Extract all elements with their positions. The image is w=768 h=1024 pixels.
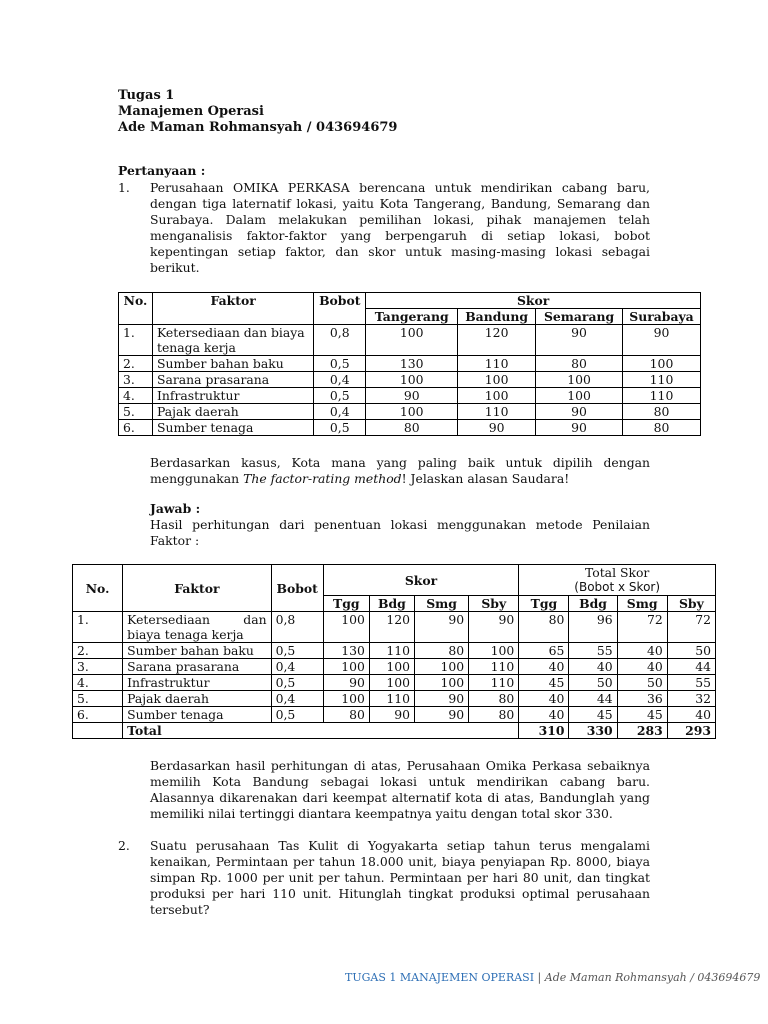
t2-cell-score: 120 xyxy=(369,612,414,643)
t1-cell-no: 3. xyxy=(119,372,153,388)
t2-cell-total: 50 xyxy=(617,675,667,691)
table-row xyxy=(119,325,701,356)
t2-cell-score: 110 xyxy=(369,643,414,659)
t1-cell-faktor: Sumber bahan baku xyxy=(152,356,313,372)
t1-cell-no: 2. xyxy=(119,356,153,372)
factor-table-1 xyxy=(118,292,701,436)
t1-cell-score: 110 xyxy=(458,404,536,420)
footer-separator: | xyxy=(534,971,545,984)
t2-faktor-word: dan xyxy=(243,612,267,627)
table-row xyxy=(73,707,716,723)
t2-cell-score: 90 xyxy=(469,612,519,643)
student-name: Ade Maman Rohmansyah / 043694679 xyxy=(118,120,398,135)
t1-cell-score: 90 xyxy=(536,325,623,356)
t2-header-total-title: Total Skor xyxy=(584,565,650,580)
table-row xyxy=(73,612,716,643)
table-row xyxy=(119,420,701,436)
t2-cell-bobot: 0,5 xyxy=(271,707,323,723)
t2-cell-total: 40 xyxy=(519,707,569,723)
t2-cell-total: 40 xyxy=(519,691,569,707)
table-row xyxy=(73,659,716,675)
q1-task-part2: ! Jelaskan alasan Saudara! xyxy=(401,471,570,486)
q1-task-method: The factor-rating method xyxy=(243,471,402,486)
t2-cell-score: 90 xyxy=(323,675,369,691)
t2-total-empty xyxy=(73,723,123,739)
t2-cell-total: 72 xyxy=(667,612,715,643)
t1-header-bobot: Bobot xyxy=(314,293,366,325)
t2-header-total-sub: (Bobot x Skor) xyxy=(574,580,661,594)
t2-header-faktor: Faktor xyxy=(123,565,271,612)
t2-cell-faktor: Sumber tenaga xyxy=(123,707,271,723)
t2-cell-total: 40 xyxy=(617,643,667,659)
t2-cell-total: 96 xyxy=(569,612,617,643)
t2-cell-score: 80 xyxy=(415,643,469,659)
t2-cell-total: 55 xyxy=(667,675,715,691)
t1-cell-bobot: 0,5 xyxy=(314,420,366,436)
t2-cell-total: 45 xyxy=(569,707,617,723)
t2-cell-score: 110 xyxy=(369,691,414,707)
t1-header-faktor: Faktor xyxy=(152,293,313,325)
footer-author: Ade Maman Rohmansyah / 043694679 xyxy=(544,971,761,984)
t1-cell-score: 120 xyxy=(458,325,536,356)
t2-cell-score: 100 xyxy=(369,659,414,675)
t2-cell-score: 100 xyxy=(323,691,369,707)
t2-cell-score: 80 xyxy=(469,691,519,707)
t1-cell-no: 6. xyxy=(119,420,153,436)
t1-cell-score: 110 xyxy=(623,388,701,404)
t1-cell-bobot: 0,4 xyxy=(314,372,366,388)
t1-cell-score: 100 xyxy=(458,372,536,388)
t1-cell-faktor: Sarana prasarana xyxy=(152,372,313,388)
table-row xyxy=(73,691,716,707)
t2-cell-bobot: 0,8 xyxy=(271,612,323,643)
t1-header-city: Semarang xyxy=(536,309,623,325)
t2-cell-faktor: Infrastruktur xyxy=(123,675,271,691)
t2-cell-total: 44 xyxy=(667,659,715,675)
t1-cell-score: 90 xyxy=(458,420,536,436)
t2-header-bobot: Bobot xyxy=(271,565,323,612)
t2-header-city: Smg xyxy=(415,596,469,612)
t1-cell-score: 90 xyxy=(623,325,701,356)
t1-cell-score: 80 xyxy=(366,420,458,436)
t2-cell-score: 100 xyxy=(323,612,369,643)
t1-cell-score: 80 xyxy=(623,404,701,420)
answer-intro: Hasil perhitungan dari penentuan lokasi menggunakan metode Penilaian Faktor : xyxy=(150,517,650,548)
factor-table-2 xyxy=(72,564,716,739)
t2-cell-no: 5. xyxy=(73,691,123,707)
t2-header-no: No. xyxy=(73,565,123,612)
t2-cell-score: 100 xyxy=(469,643,519,659)
t1-cell-score: 90 xyxy=(536,420,623,436)
t2-cell-total: 36 xyxy=(617,691,667,707)
t1-header-skor: Skor xyxy=(366,293,701,309)
page-footer xyxy=(345,971,760,984)
t1-cell-score: 100 xyxy=(623,356,701,372)
t2-header-city: Tgg xyxy=(323,596,369,612)
doc-title: Tugas 1 xyxy=(118,88,175,103)
t2-cell-no: 3. xyxy=(73,659,123,675)
q1-number: 1. xyxy=(118,180,130,195)
t2-cell-no: 2. xyxy=(73,643,123,659)
t1-cell-no: 1. xyxy=(119,325,153,356)
t1-cell-bobot: 0,5 xyxy=(314,388,366,404)
t2-cell-score: 110 xyxy=(469,659,519,675)
q1-task xyxy=(150,455,650,487)
t2-cell-no: 4. xyxy=(73,675,123,691)
table-row xyxy=(119,356,701,372)
t2-header-total xyxy=(519,565,716,596)
t1-cell-score: 110 xyxy=(623,372,701,388)
t1-cell-faktor: Ketersediaan dan biaya tenaga kerja xyxy=(152,325,313,356)
t2-cell-bobot: 0,5 xyxy=(271,675,323,691)
conclusion-text: Berdasarkan hasil perhitungan di atas, Perusahaan Omika Perkasa sebaiknya memilih Kota Bandung sebagai lokasi untuk mendirikan cabang baru. Alasannya dikarenakan dari keempat alternatif kota di atas, Bandunglah yang memiliki nilai tertinggi diantara keempatnya yaitu dengan total skor 330. xyxy=(150,758,650,821)
t2-cell-total: 45 xyxy=(617,707,667,723)
q2-text: Suatu perusahaan Tas Kulit di Yogyakarta setiap tahun terus mengalami kenaikan, Permintaan per tahun 18.000 unit, biaya penyiapan Rp. 8000, biaya simpan Rp. 1000 per unit per tahun. Permintaan per hari 80 unit, dan tingkat produksi per hari 110 unit. Hitunglah tingkat produksi optimal perusahaan tersebut? xyxy=(150,838,650,917)
t1-cell-bobot: 0,5 xyxy=(314,356,366,372)
t2-cell-score: 100 xyxy=(323,659,369,675)
t2-cell-total: 50 xyxy=(667,643,715,659)
t2-faktor-line2: biaya tenaga kerja xyxy=(127,627,244,642)
t2-cell-score: 100 xyxy=(415,675,469,691)
t1-cell-no: 4. xyxy=(119,388,153,404)
t2-header-city: Sby xyxy=(469,596,519,612)
t1-cell-score: 90 xyxy=(366,388,458,404)
t1-cell-score: 90 xyxy=(536,404,623,420)
t2-cell-total: 50 xyxy=(569,675,617,691)
t2-cell-total: 80 xyxy=(519,612,569,643)
t1-cell-score: 100 xyxy=(536,388,623,404)
t2-cell-score: 90 xyxy=(415,691,469,707)
t1-cell-score: 100 xyxy=(458,388,536,404)
t2-total-value: 293 xyxy=(667,723,715,739)
t2-cell-no: 1. xyxy=(73,612,123,643)
q1-text: Perusahaan OMIKA PERKASA berencana untuk mendirikan cabang baru, dengan tiga laternatif lokasi, yaitu Kota Tangerang, Bandung, Semarang dan Surabaya. Dalam melakukan pemilihan lokasi, pihak manajemen telah menganalisis faktor-faktor yang berpengaruh di setiap lokasi, bobot kepentingan setiap faktor, dan skor untuk masing-masing lokasi sebagai berikut. xyxy=(150,180,650,275)
t1-cell-score: 110 xyxy=(458,356,536,372)
t2-faktor-word: Ketersediaan xyxy=(127,612,210,627)
t2-cell-score: 90 xyxy=(415,707,469,723)
t2-cell-score: 90 xyxy=(369,707,414,723)
t2-cell-bobot: 0,4 xyxy=(271,659,323,675)
t1-cell-score: 100 xyxy=(366,372,458,388)
t1-cell-score: 100 xyxy=(536,372,623,388)
t2-cell-score: 110 xyxy=(469,675,519,691)
t2-header-city: Bdg xyxy=(369,596,414,612)
t2-cell-bobot: 0,4 xyxy=(271,691,323,707)
t2-cell-score: 100 xyxy=(369,675,414,691)
q2-number: 2. xyxy=(118,838,130,853)
t2-cell-total: 45 xyxy=(519,675,569,691)
t2-cell-faktor: Sarana prasarana xyxy=(123,659,271,675)
table-row xyxy=(73,643,716,659)
t1-cell-faktor: Pajak daerah xyxy=(152,404,313,420)
t2-cell-faktor xyxy=(123,612,271,643)
t2-total-value: 283 xyxy=(617,723,667,739)
t1-header-city: Tangerang xyxy=(366,309,458,325)
t2-cell-bobot: 0,5 xyxy=(271,643,323,659)
t2-header-city: Bdg xyxy=(569,596,617,612)
table-row xyxy=(73,675,716,691)
t2-header-city: Sby xyxy=(667,596,715,612)
t2-cell-total: 40 xyxy=(569,659,617,675)
t2-cell-score: 130 xyxy=(323,643,369,659)
t2-cell-total: 40 xyxy=(519,659,569,675)
t2-cell-score: 90 xyxy=(415,612,469,643)
t2-cell-score: 100 xyxy=(415,659,469,675)
t2-cell-total: 65 xyxy=(519,643,569,659)
t1-cell-bobot: 0,4 xyxy=(314,404,366,420)
question-label: Pertanyaan : xyxy=(118,163,206,178)
footer-title: TUGAS 1 MANAJEMEN OPERASI xyxy=(345,971,535,984)
t2-cell-total: 32 xyxy=(667,691,715,707)
t2-cell-score: 80 xyxy=(469,707,519,723)
t1-cell-bobot: 0,8 xyxy=(314,325,366,356)
t2-cell-faktor: Sumber bahan baku xyxy=(123,643,271,659)
table-row xyxy=(119,372,701,388)
t2-cell-score: 80 xyxy=(323,707,369,723)
t1-cell-faktor: Sumber tenaga xyxy=(152,420,313,436)
t1-cell-score: 80 xyxy=(536,356,623,372)
t1-header-city: Bandung xyxy=(458,309,536,325)
t2-header-skor: Skor xyxy=(323,565,519,596)
t2-header-city: Tgg xyxy=(519,596,569,612)
t2-cell-total: 40 xyxy=(667,707,715,723)
answer-label: Jawab : xyxy=(150,501,201,516)
t2-cell-no: 6. xyxy=(73,707,123,723)
t2-total-label: Total xyxy=(123,723,519,739)
total-row xyxy=(73,723,716,739)
t1-cell-no: 5. xyxy=(119,404,153,420)
t2-header-city: Smg xyxy=(617,596,667,612)
t1-cell-score: 100 xyxy=(366,325,458,356)
t2-cell-total: 44 xyxy=(569,691,617,707)
t2-total-value: 310 xyxy=(519,723,569,739)
t2-cell-total: 72 xyxy=(617,612,667,643)
table-row xyxy=(119,404,701,420)
t1-cell-faktor: Infrastruktur xyxy=(152,388,313,404)
t2-cell-total: 40 xyxy=(617,659,667,675)
course-name: Manajemen Operasi xyxy=(118,104,264,119)
t1-cell-score: 100 xyxy=(366,404,458,420)
t2-total-value: 330 xyxy=(569,723,617,739)
table-row xyxy=(119,388,701,404)
t1-header-no: No. xyxy=(119,293,153,325)
t1-cell-score: 80 xyxy=(623,420,701,436)
t2-cell-total: 55 xyxy=(569,643,617,659)
t1-cell-score: 130 xyxy=(366,356,458,372)
t1-header-city: Surabaya xyxy=(623,309,701,325)
t2-cell-faktor: Pajak daerah xyxy=(123,691,271,707)
q1-task-part1: Berdasarkan kasus, Kota mana yang paling baik untuk dipilih dengan menggunakan xyxy=(150,455,650,486)
